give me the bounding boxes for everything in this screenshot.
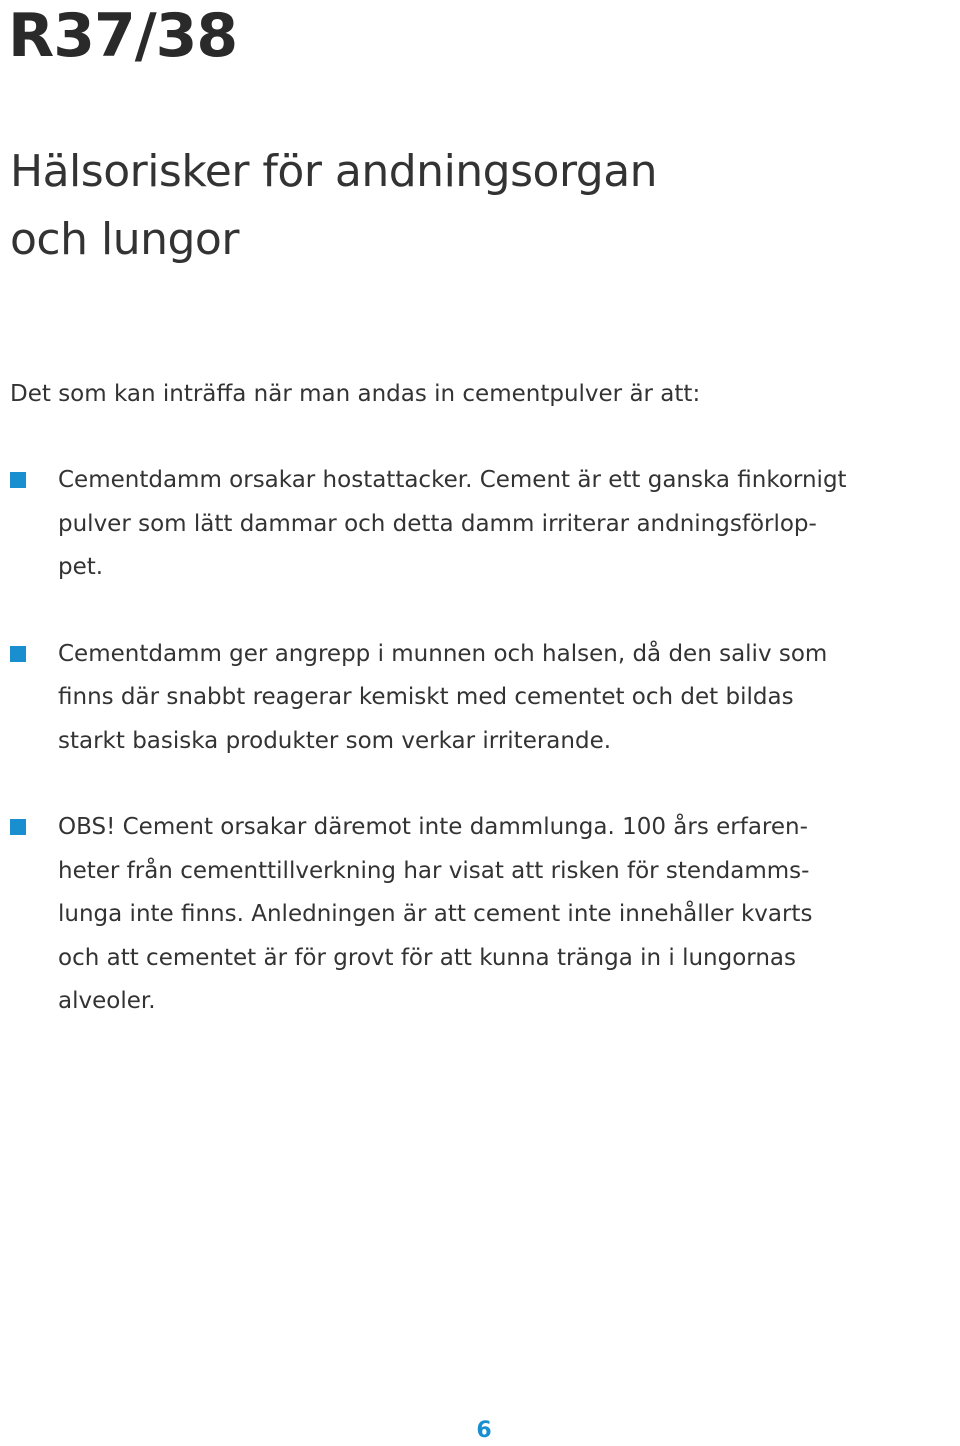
page-number: 6 — [476, 1418, 492, 1443]
page-title — [10, 138, 657, 274]
intro-text: Det som kan inträffa när man andas in cementpulver är att: — [10, 381, 701, 407]
bullet-line: heter från cementtillverkning har visat att risken för stendamms- — [58, 857, 810, 884]
square-bullet-icon — [10, 646, 26, 662]
bullet-item — [10, 633, 955, 764]
bullet-list — [10, 459, 955, 1067]
bullet-line: starkt basiska produkter som verkar irriterande. — [58, 727, 612, 754]
bullet-item — [10, 459, 955, 590]
bullet-line: pulver som lätt dammar och detta damm irriterar andningsförlop- — [58, 510, 817, 537]
bullet-line: finns där snabbt reagerar kemiskt med cementet och det bildas — [58, 684, 794, 710]
document-code: R37/38 — [8, 1, 238, 71]
bullet-item — [10, 806, 955, 1024]
bullet-line: Cementdamm ger angrepp i munnen och halsen, då den saliv som — [58, 640, 828, 667]
bullet-line: Cementdamm orsakar hostattacker. Cement är ett ganska finkornigt — [58, 467, 847, 493]
title-line: och lungor — [10, 214, 239, 265]
bullet-line: alveoler. — [58, 988, 156, 1014]
bullet-line: lunga inte finns. Anledningen är att cement inte innehåller kvarts — [58, 901, 813, 927]
title-line: Hälsorisker för andningsorgan — [10, 146, 658, 197]
bullet-line: och att cementet är för grovt för att kunna tränga in i lungornas — [58, 944, 797, 971]
bullet-line: OBS! Cement orsakar däremot inte dammlunga. 100 års erfaren- — [58, 814, 808, 840]
bullet-line: pet. — [58, 554, 104, 580]
square-bullet-icon — [10, 472, 26, 488]
square-bullet-icon — [10, 819, 26, 835]
